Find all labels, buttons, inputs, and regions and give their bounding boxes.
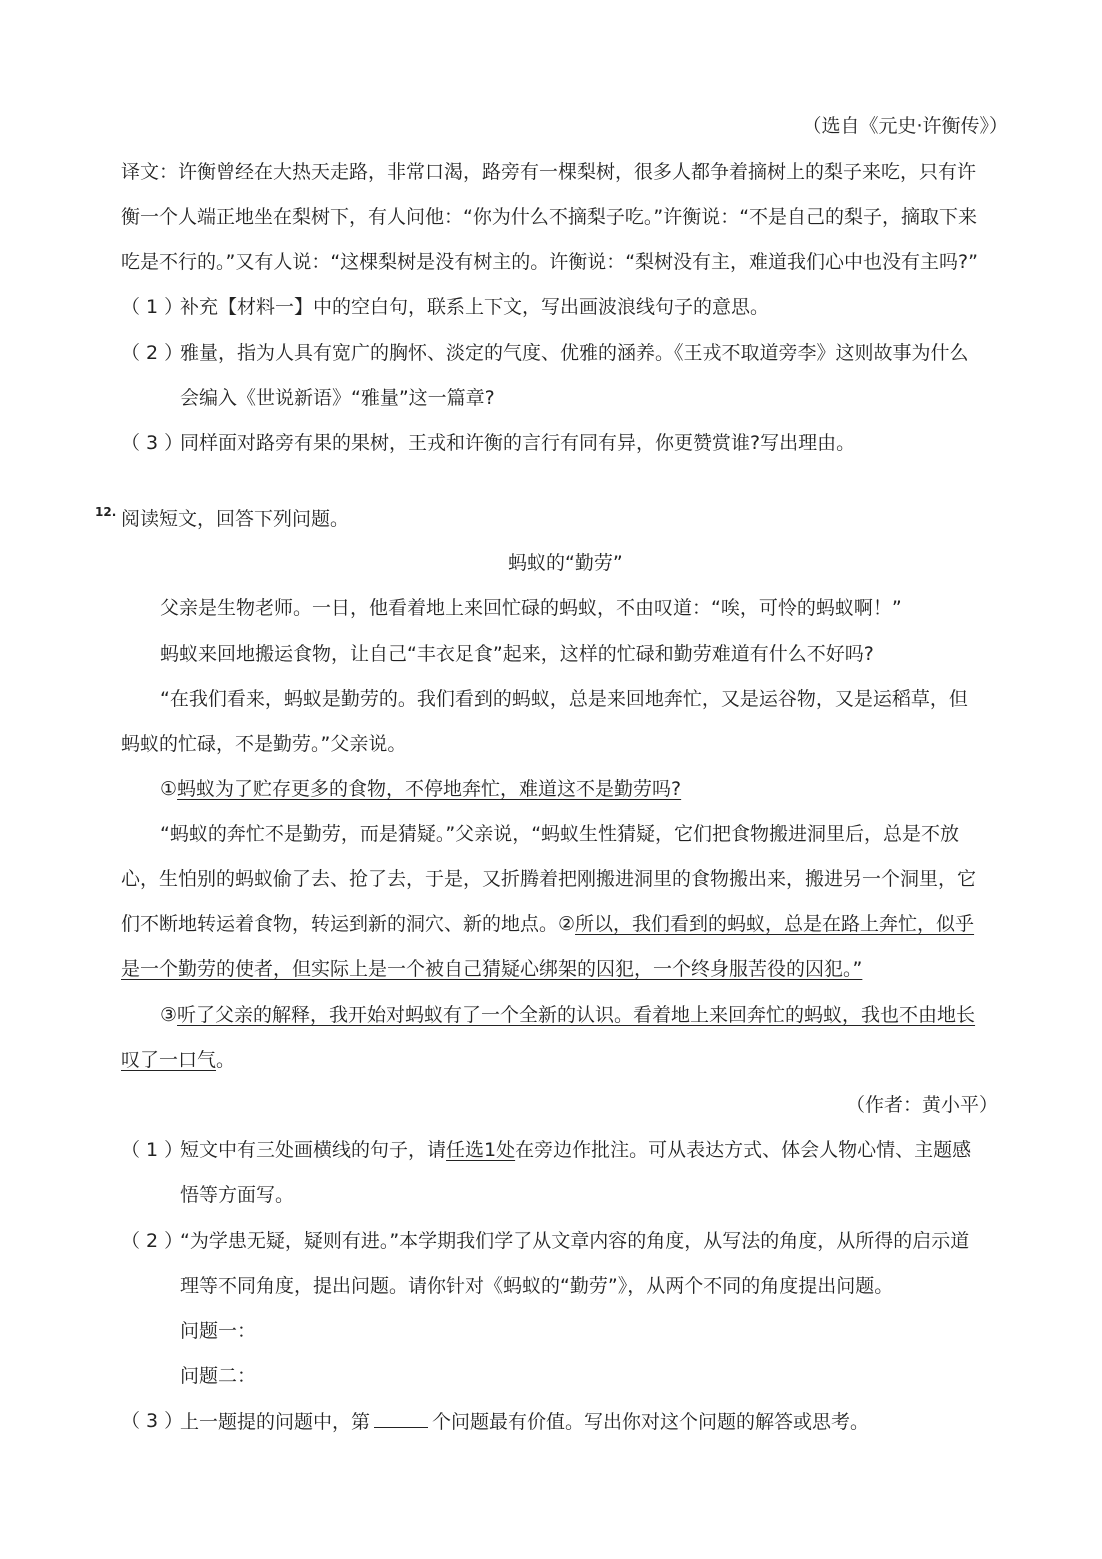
sentence-mark-3: ③ [160, 1004, 178, 1026]
q12-sub1-label: （ 1 ） [121, 1139, 184, 1161]
q12-sub3-pre: 上一题提的问题中，第 [180, 1411, 371, 1433]
underlined-sentence-2-part1: 所以，我们看到的蚂蚁，总是在路上奔忙，似乎 [575, 913, 975, 935]
q12-sub1-emphasis: 任选1处 [446, 1139, 516, 1161]
q11-sub1-text: 补充【材料一】中的空白句，联系上下文，写出画波浪线句子的意思。 [180, 296, 770, 318]
passage-paragraph-2: 蚂蚁来回地搬运食物，让自己“丰衣足食”起来，这样的忙碌和勤劳难道有什么不好吗? [160, 643, 874, 665]
underlined-sentence-3-part2: 叹了一口气 [121, 1049, 217, 1071]
passage-paragraph-3-line2: 蚂蚁的忙碌，不是勤劳。”父亲说。 [121, 733, 407, 755]
passage-paragraph-5-line1: “蚂蚁的奔忙不是勤劳，而是猜疑。”父亲说，“蚂蚁生性猜疑，它们把食物搬进洞里后，总是不放 [160, 823, 960, 845]
translation-line-1: 译文：许衡曾经在大热天走路，非常口渴，路旁有一棵梨树，很多人都争着摘树上的梨子来吃，只有许 [121, 161, 977, 183]
q12-sub2-item-2: 问题二： [180, 1365, 257, 1387]
q12-sub1-text-line1 [180, 1138, 971, 1162]
passage-paragraph-5-line2: 心，生怕别的蚂蚁偷了去、抢了去，于是，又折腾着把刚搬进洞里的食物搬出来，搬进另一个洞里，它 [121, 868, 977, 890]
passage-paragraph-6-line1 [160, 1003, 975, 1027]
q12-sub2-item-1: 问题一： [180, 1320, 257, 1342]
passage-paragraph-4 [160, 777, 681, 801]
underlined-sentence-1: 蚂蚁为了贮存更多的食物，不停地奔忙，难道这不是勤劳吗? [177, 778, 682, 800]
answer-blank[interactable] [374, 1409, 428, 1428]
passage-title: 蚂蚁的“勤劳” [508, 552, 623, 574]
q11-sub3-label: （ 3 ） [121, 432, 184, 454]
q11-sub1-label: （ 1 ） [121, 296, 184, 318]
passage-paragraph-1: 父亲是生物老师。一日，他看着地上来回忙碌的蚂蚁，不由叹道：“唉，可怜的蚂蚁啊！” [160, 597, 902, 619]
passage-paragraph-5-line3 [121, 912, 974, 936]
q12-sub3-text [180, 1409, 869, 1434]
translation-line-3: 吃是不行的。”又有人说：“这棵梨树是没有树主的。许衡说：“梨树没有主，难道我们心中也没有主吗?” [121, 251, 978, 273]
sentence-mark-1: ① [160, 778, 178, 800]
paragraph-6-end: 。 [216, 1049, 236, 1071]
underlined-sentence-3-part1: 听了父亲的解释，我开始对蚂蚁有了一个全新的认识。看着地上来回奔忙的蚂蚁，我也不由地长 [177, 1004, 976, 1026]
q12-sub2-text-line2: 理等不同角度，提出问题。请你针对《蚂蚁的“勤劳”》，从两个不同的角度提出问题。 [180, 1275, 894, 1297]
q11-sub3-text: 同样面对路旁有果的果树，王戎和许衡的言行有同有异，你更赞赏谁?写出理由。 [180, 432, 856, 454]
source-citation: （选自《元史·许衡传》） [802, 115, 1008, 137]
paragraph-5-plain: 们不断地转运着食物，转运到新的洞穴、新的地点。② [121, 913, 576, 935]
passage-paragraph-5-line4 [121, 957, 862, 981]
underlined-sentence-2-part2: 是一个勤劳的使者，但实际上是一个被自己猜疑心绑架的囚犯，一个终身服苦役的囚犯。” [121, 958, 863, 980]
passage-author: （作者：黄小平） [845, 1094, 998, 1116]
q11-sub2-text-line1: 雅量，指为人具有宽广的胸怀、淡定的气度、优雅的涵养。《王戎不取道旁李》这则故事为什么 [180, 342, 969, 364]
q12-sub2-text-line1: “为学患无疑，疑则有进。”本学期我们学了从文章内容的角度，从写法的角度，从所得的启示道 [180, 1230, 970, 1252]
q12-sub3-post: 个问题最有价值。写出你对这个问题的解答或思考。 [432, 1411, 870, 1433]
translation-line-2: 衡一个人端正地坐在梨树下，有人问他：“你为什么不摘梨子吃。”许衡说：“不是自己的梨子，摘取下来 [121, 206, 978, 228]
q12-intro: 阅读短文，回答下列问题。 [121, 508, 350, 530]
q12-sub2-label: （ 2 ） [121, 1230, 184, 1252]
q12-sub1-post: 在旁边作批注。可从表达方式、体会人物心情、主题感 [515, 1139, 972, 1161]
q12-sub1-text-line2: 悟等方面写。 [180, 1184, 295, 1206]
q11-sub2-text-line2: 会编入《世说新语》“雅量”这一篇章? [180, 387, 495, 409]
question-number-12: 12. [95, 505, 117, 519]
q12-sub1-pre: 短文中有三处画横线的句子，请 [180, 1139, 447, 1161]
passage-paragraph-3-line1: “在我们看来，蚂蚁是勤劳的。我们看到的蚂蚁，总是来回地奔忙，又是运谷物，又是运稻草，但 [160, 688, 968, 710]
q12-sub3-label: （ 3 ） [121, 1410, 184, 1432]
passage-paragraph-6-line2 [121, 1048, 235, 1072]
q11-sub2-label: （ 2 ） [121, 342, 184, 364]
